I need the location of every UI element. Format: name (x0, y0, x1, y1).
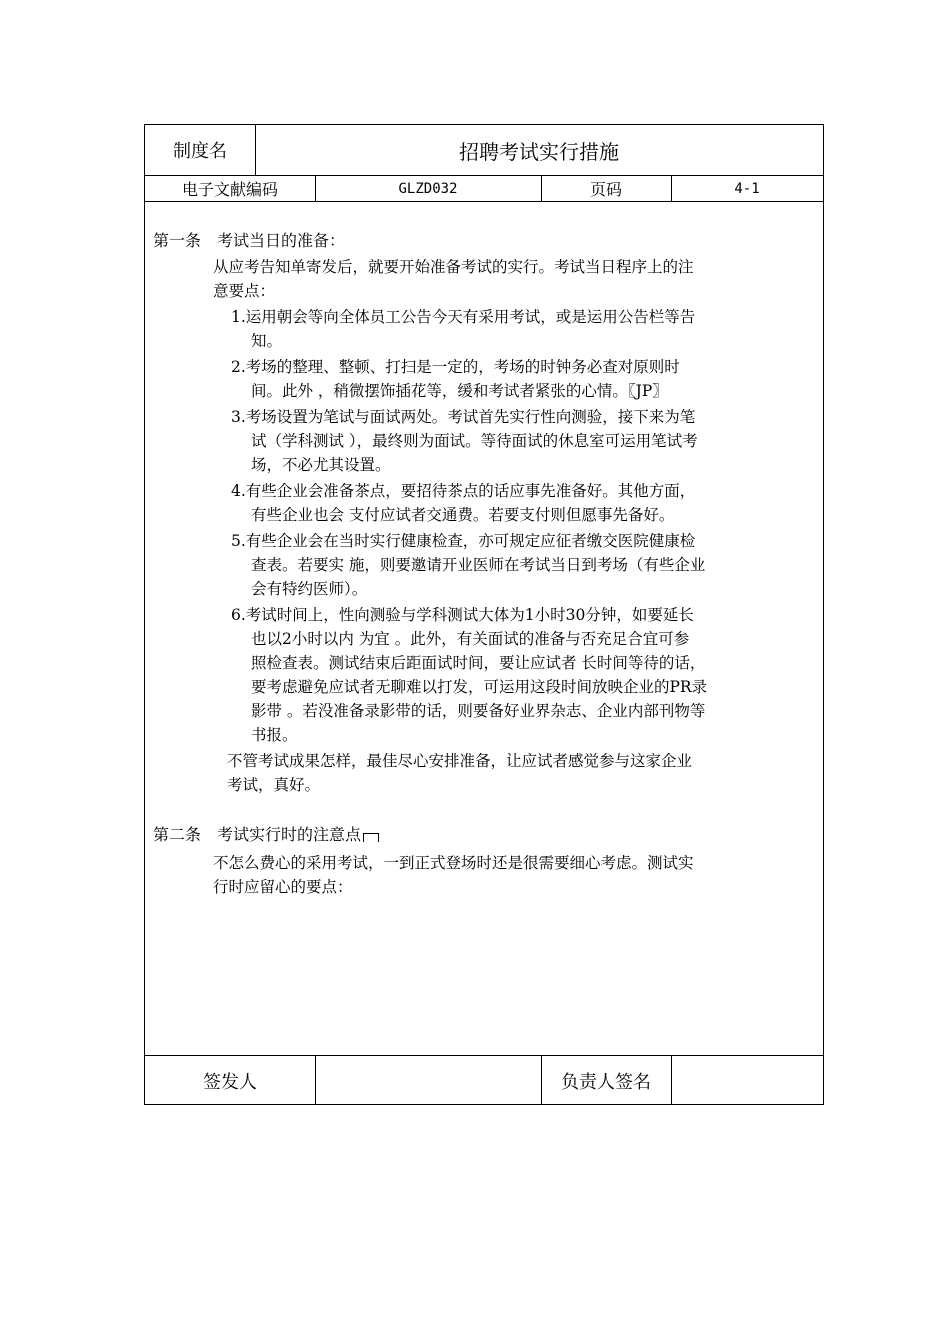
item-6-line: 照检查表。测试结束后距面试时间，要让应试者 长时间等待的话， (251, 654, 706, 672)
item-4-line: 4.有些企业会准备茶点，要招待茶点的话应事先准备好。其他方面， (231, 482, 696, 500)
issuer-label: 签发人 (203, 1071, 257, 1093)
item-3-line: 场，不必尤其设置。 (251, 456, 391, 474)
item-2-line: 2.考场的整理、整顿、打扫是一定的，考场的时钟务必查对原则时 (231, 358, 680, 376)
item-2-line: 间。此外 ，稍微摆饰插花等，缓和考试者紧张的心情。〖JP〗 (251, 382, 668, 400)
item-3-line: 3.考场设置为笔试与面试两处。考试首先实行性向测验，接下来为笔 (231, 408, 696, 426)
code-row (145, 176, 823, 202)
issuer-signature-field[interactable] (315, 1056, 541, 1105)
regulation-form (144, 124, 824, 1105)
code-value: GLZD032 (398, 180, 458, 197)
item-5-line: 会有特约医师）。 (251, 580, 368, 598)
bracket-mark-icon (363, 833, 379, 842)
article-1-closing-line: 考试，真好。 (227, 776, 321, 794)
item-6-line: 也以2小时以内 为宜 。此外，有关面试的准备与否充足合宜可参 (251, 630, 690, 648)
article-1-heading: 第一条 考试当日的准备： (153, 231, 346, 250)
item-1-line: 1.运用朝会等向全体员工公告今天有采用考试，或是运用公告栏等告 (231, 308, 696, 326)
item-6-line: 要考虑避免应试者无聊难以打发，可运用这段时间放映企业的PR录 (251, 678, 708, 696)
item-3-line: 试（学科测试 ），最终则为面试。等待面试的休息室可运用笔试考 (251, 432, 698, 450)
item-6-line: 影带 。若没准备录影带的话，则要备好业界杂志、企业内部刊物等 (251, 702, 706, 720)
item-4-line: 有些企业也会 支付应试者交通费。若要支付则但愿事先备好。 (251, 506, 675, 524)
item-1-line: 知。 (251, 332, 283, 350)
article-2-heading (153, 824, 379, 846)
article-2-intro-line: 行时应留心的要点： (213, 878, 353, 896)
article-1-closing-line: 不管考试成果怎样，最佳尽心安排准备，让应试者感觉参与这家企业 (227, 752, 693, 770)
page-label: 页码 (589, 180, 622, 199)
item-6-line: 书报。 (251, 726, 298, 744)
article-2-heading-text: 第二条 考试实行时的注意点 (153, 825, 362, 844)
name-label: 制度名 (173, 141, 227, 162)
item-6-line: 6.考试时间上，性向测验与学科测试大体为1小时30分钟，如要延长 (231, 606, 694, 624)
responsible-signature-field[interactable] (671, 1056, 823, 1105)
item-5-line: 5.有些企业会在当时实行健康检查，亦可规定应征者缴交医院健康检 (231, 532, 696, 550)
item-5-line: 查表。若要实 施，则要邀请开业医师在考试当日到考场（有些企业 (251, 556, 706, 574)
document-title: 招聘考试实行措施 (459, 139, 619, 164)
signature-row (145, 1055, 823, 1105)
page-value: 4-1 (734, 180, 760, 197)
article-2-intro-line: 不怎么费心的采用考试，一到正式登场时还是很需要细心考虑。测试实 (213, 854, 694, 872)
code-label: 电子文献编码 (181, 180, 278, 199)
responsible-label: 负责人签名 (561, 1071, 651, 1093)
article-1-intro-line: 从应考告知单寄发后，就要开始准备考试的实行。考试当日程序上的注 (213, 258, 694, 276)
title-row (145, 125, 823, 176)
article-1-intro-line: 意要点： (213, 282, 276, 300)
document-body (145, 202, 823, 1055)
